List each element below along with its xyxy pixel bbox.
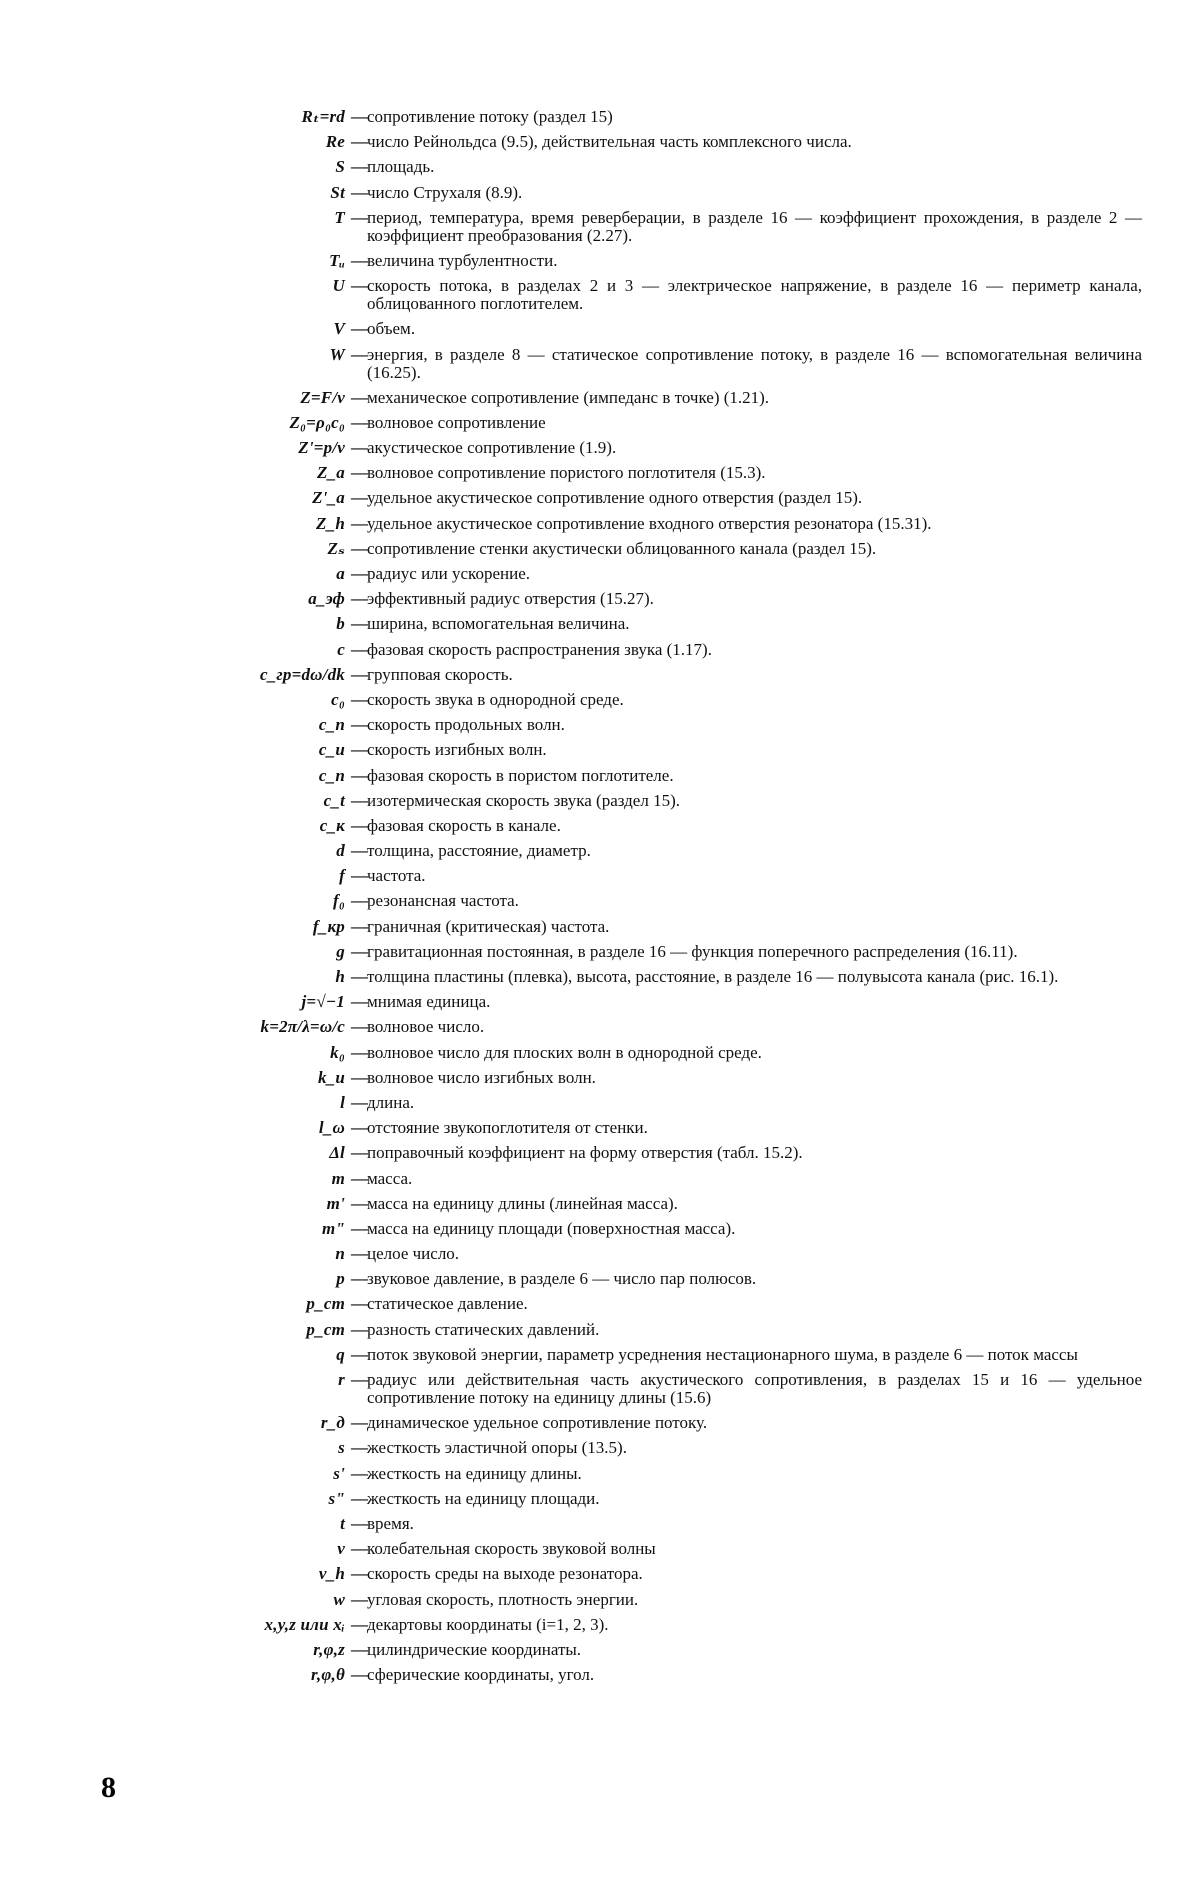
entry-dash: — bbox=[351, 1564, 368, 1584]
entry-description: время. bbox=[367, 1513, 414, 1533]
symbol-entry bbox=[0, 641, 1200, 659]
symbol-entry bbox=[0, 741, 1200, 759]
entry-description: сопротивление потоку (раздел 15) bbox=[367, 107, 613, 126]
entry-description: ширина, вспомогательная величина. bbox=[367, 614, 630, 634]
entry-description: масса. bbox=[367, 1168, 413, 1188]
symbol-entry bbox=[0, 389, 1200, 407]
symbol-entry bbox=[0, 842, 1200, 860]
symbol-entry bbox=[0, 1666, 1200, 1684]
entry-description: резонансная частота. bbox=[367, 891, 519, 911]
entry-symbol: p_ст bbox=[306, 1294, 345, 1314]
entry-dash: — bbox=[351, 941, 368, 961]
symbol-entry bbox=[0, 1245, 1200, 1263]
entry-symbol: W bbox=[329, 344, 345, 364]
symbol-entry bbox=[0, 540, 1200, 558]
entry-description: период, температура, время реверберации, в разделе 16 — коэффициент прохождения, в разделе 2 — коэффициент преобразования (2.27). bbox=[367, 207, 1142, 245]
entry-symbol: m" bbox=[321, 1218, 345, 1238]
entry-dash: — bbox=[351, 715, 368, 735]
entry-dash: — bbox=[351, 182, 368, 202]
symbol-entry bbox=[0, 1490, 1200, 1508]
entry-description: скорость продольных волн. bbox=[367, 715, 565, 735]
entry-description: механическое сопротивление (импеданс в точке) (1.21). bbox=[367, 387, 770, 407]
entry-dash: — bbox=[351, 1513, 368, 1533]
entry-description: длина. bbox=[367, 1092, 415, 1112]
symbol-entry bbox=[0, 252, 1200, 270]
entry-symbol: s bbox=[338, 1438, 345, 1458]
symbol-entry bbox=[0, 1094, 1200, 1112]
entry-description: звуковое давление, в разделе 6 — число пар полюсов. bbox=[367, 1269, 757, 1289]
entry-symbol: b bbox=[336, 614, 345, 634]
entry-symbol: c_п bbox=[318, 765, 345, 785]
symbol-entry bbox=[0, 320, 1200, 338]
entry-dash: — bbox=[351, 1413, 368, 1433]
entry-dash: — bbox=[351, 1092, 368, 1112]
entry-description: поток звуковой энергии, параметр усреднения нестационарного шума, в разделе 6 — поток массы bbox=[367, 1344, 1078, 1364]
entry-description: сферические координаты, угол. bbox=[367, 1665, 595, 1685]
entry-description: жесткость на единицу площади. bbox=[367, 1488, 600, 1508]
symbol-entry bbox=[0, 277, 1200, 313]
entry-description: фазовая скорость распространения звука (1.17). bbox=[367, 639, 712, 659]
entry-description: групповая скорость. bbox=[367, 664, 513, 684]
entry-symbol: r_д bbox=[320, 1413, 345, 1433]
symbol-entry bbox=[0, 1591, 1200, 1609]
entry-symbol: s" bbox=[328, 1488, 345, 1508]
symbol-entry bbox=[0, 590, 1200, 608]
entry-description: сопротивление стенки акустически облицованного канала (раздел 15). bbox=[367, 538, 877, 558]
entry-description: радиус или ускорение. bbox=[367, 564, 530, 583]
entry-symbol: k=2π/λ=ω/c bbox=[260, 1017, 345, 1037]
entry-dash: — bbox=[351, 1118, 368, 1138]
entry-symbol: r bbox=[338, 1370, 345, 1389]
symbol-entry bbox=[0, 892, 1200, 910]
symbol-entry bbox=[0, 1144, 1200, 1162]
entry-description: удельное акустическое сопротивление входного отверстия резонатора (15.31). bbox=[367, 513, 932, 533]
entry-symbol: a bbox=[336, 564, 345, 583]
entry-dash: — bbox=[351, 1539, 368, 1559]
entry-dash: — bbox=[351, 1319, 368, 1339]
entry-symbol: m bbox=[331, 1168, 345, 1188]
entry-symbol: j=√−1 bbox=[301, 992, 345, 1012]
entry-dash: — bbox=[351, 1193, 368, 1213]
entry-symbol: f_кр bbox=[312, 916, 345, 936]
entry-dash: — bbox=[351, 1463, 368, 1483]
entry-description: скорость звука в однородной среде. bbox=[367, 689, 624, 709]
entry-dash: — bbox=[351, 564, 368, 583]
entry-dash: — bbox=[351, 107, 368, 126]
symbol-entry bbox=[0, 1321, 1200, 1339]
entry-description: скорость изгибных волн. bbox=[367, 740, 547, 760]
entry-symbol: f₀ bbox=[333, 891, 345, 911]
entry-dash: — bbox=[351, 866, 368, 886]
entry-dash: — bbox=[351, 1344, 368, 1364]
entry-description: эффективный радиус отверстия (15.27). bbox=[367, 589, 654, 609]
entry-description: жесткость эластичной опоры (13.5). bbox=[367, 1438, 627, 1458]
entry-description: толщина пластины (плевка), высота, расстояние, в разделе 16 — полувысота канала (рис. 16.1). bbox=[367, 967, 1059, 986]
entry-dash: — bbox=[351, 250, 368, 270]
entry-description: угловая скорость, плотность энергии. bbox=[367, 1589, 639, 1609]
entry-description: объем. bbox=[367, 319, 416, 339]
entry-symbol: v_h bbox=[318, 1564, 345, 1584]
entry-dash: — bbox=[351, 463, 368, 483]
entry-symbol: Δl bbox=[329, 1143, 345, 1163]
symbol-entry bbox=[0, 817, 1200, 835]
entry-symbol: l_ω bbox=[318, 1118, 345, 1138]
entry-symbol: s' bbox=[333, 1463, 345, 1483]
entry-description: декартовы координаты (i=1, 2, 3). bbox=[367, 1614, 609, 1634]
entry-description: поправочный коэффициент на форму отверстия (табл. 15.2). bbox=[367, 1143, 803, 1163]
entry-description: разность статических давлений. bbox=[367, 1319, 600, 1339]
entry-symbol: a_эф bbox=[308, 589, 345, 609]
symbol-entry bbox=[0, 1270, 1200, 1288]
entry-symbol: r,φ,z bbox=[313, 1639, 345, 1659]
entry-symbol: p_ст bbox=[306, 1319, 345, 1339]
entry-symbol: l bbox=[340, 1092, 345, 1112]
symbol-entry bbox=[0, 968, 1200, 986]
entry-dash: — bbox=[351, 589, 368, 609]
entry-symbol: f bbox=[339, 866, 345, 886]
symbol-entry bbox=[0, 1641, 1200, 1659]
symbol-entry bbox=[0, 666, 1200, 684]
entry-description: число Рейнольдса (9.5), действительная часть комплексного числа. bbox=[367, 132, 852, 152]
symbol-entry bbox=[0, 716, 1200, 734]
entry-dash: — bbox=[351, 1218, 368, 1238]
symbol-entry bbox=[0, 209, 1200, 245]
entry-dash: — bbox=[351, 992, 368, 1012]
symbol-entry bbox=[0, 489, 1200, 507]
entry-dash: — bbox=[351, 664, 368, 684]
symbol-entry bbox=[0, 1515, 1200, 1533]
symbol-entry bbox=[0, 515, 1200, 533]
entry-description: масса на единицу площади (поверхностная масса). bbox=[367, 1218, 736, 1238]
entry-symbol: Z'=p/v bbox=[298, 438, 345, 458]
symbol-entry bbox=[0, 1540, 1200, 1558]
symbol-entry bbox=[0, 158, 1200, 176]
symbol-entry bbox=[0, 108, 1200, 126]
symbol-entry bbox=[0, 1346, 1200, 1364]
entry-description: волновое число для плоских волн в однородной среде. bbox=[367, 1042, 762, 1062]
entry-symbol: Tᵤ bbox=[329, 250, 345, 270]
entry-symbol: Z=F/v bbox=[300, 387, 345, 407]
symbol-entry bbox=[0, 1371, 1200, 1407]
entry-dash: — bbox=[351, 513, 368, 533]
entry-description: жесткость на единицу длины. bbox=[367, 1463, 582, 1483]
entry-dash: — bbox=[351, 1244, 368, 1264]
entry-description: волновое число. bbox=[367, 1017, 485, 1037]
entry-symbol: m' bbox=[326, 1193, 345, 1213]
entry-dash: — bbox=[351, 1639, 368, 1659]
symbol-entry bbox=[0, 439, 1200, 457]
entry-dash: — bbox=[351, 276, 368, 296]
entry-description: акустическое сопротивление (1.9). bbox=[367, 438, 617, 458]
entry-dash: — bbox=[351, 1488, 368, 1508]
entry-dash: — bbox=[351, 1269, 368, 1289]
entry-symbol: x,y,z или xᵢ bbox=[264, 1614, 345, 1634]
entry-dash: — bbox=[351, 1438, 368, 1458]
entry-description: фазовая скорость в канале. bbox=[367, 815, 561, 835]
entry-description: скорость среды на выходе резонатора. bbox=[367, 1564, 643, 1584]
entry-dash: — bbox=[351, 344, 368, 364]
symbol-entry bbox=[0, 1565, 1200, 1583]
symbol-entry bbox=[0, 1465, 1200, 1483]
entry-dash: — bbox=[351, 1614, 368, 1634]
entry-dash: — bbox=[351, 1143, 368, 1163]
entry-description: волновое сопротивление bbox=[367, 412, 546, 432]
entry-description: энергия, в разделе 8 — статическое сопротивление потоку, в разделе 16 — вспомогательная величина (16.25). bbox=[367, 344, 1142, 382]
symbol-entry bbox=[0, 1018, 1200, 1036]
entry-symbol: k_и bbox=[317, 1067, 345, 1087]
entry-symbol: c₀ bbox=[331, 689, 345, 709]
entry-symbol: c_гр=dω/dk bbox=[259, 664, 345, 684]
entry-symbol: r,φ,θ bbox=[311, 1665, 345, 1685]
entry-dash: — bbox=[351, 689, 368, 709]
symbol-entry bbox=[0, 1414, 1200, 1432]
symbol-entry bbox=[0, 792, 1200, 810]
entry-description: величина турбулентности. bbox=[367, 250, 558, 270]
symbol-entry bbox=[0, 1439, 1200, 1457]
entry-dash: — bbox=[351, 538, 368, 558]
symbol-entry bbox=[0, 1220, 1200, 1238]
entry-description: толщина, расстояние, диаметр. bbox=[367, 841, 591, 861]
entry-symbol: St bbox=[330, 182, 345, 202]
entry-dash: — bbox=[351, 967, 368, 986]
symbol-entry bbox=[0, 565, 1200, 583]
entry-description: отстояние звукопоглотителя от стенки. bbox=[367, 1118, 648, 1138]
entry-dash: — bbox=[351, 639, 368, 659]
entry-description: скорость потока, в разделах 2 и 3 — электрическое напряжение, в разделе 16 — периметр канала, облицованного поглотителем. bbox=[367, 276, 1142, 314]
entry-description: площадь. bbox=[367, 157, 435, 177]
entry-symbol: t bbox=[340, 1513, 345, 1533]
entry-dash: — bbox=[351, 841, 368, 861]
entry-dash: — bbox=[351, 891, 368, 911]
entry-symbol: c bbox=[337, 639, 345, 659]
entry-dash: — bbox=[351, 916, 368, 936]
symbol-entry bbox=[0, 464, 1200, 482]
entry-dash: — bbox=[351, 387, 368, 407]
entry-description: гравитационная постоянная, в разделе 16 — функция поперечного распределения (16.11). bbox=[367, 941, 1018, 961]
entry-symbol: U bbox=[332, 276, 345, 296]
entry-symbol: h bbox=[335, 967, 345, 986]
entry-symbol: Zₛ bbox=[327, 538, 345, 558]
symbol-entry bbox=[0, 993, 1200, 1011]
entry-description: динамическое удельное сопротивление потоку. bbox=[367, 1413, 708, 1433]
entry-description: колебательная скорость звуковой волны bbox=[367, 1539, 656, 1559]
entry-description: цилиндрические координаты. bbox=[367, 1639, 582, 1659]
entry-dash: — bbox=[351, 412, 368, 432]
page-number: 8 bbox=[101, 1771, 116, 1804]
entry-dash: — bbox=[351, 132, 368, 152]
entry-description: волновое число изгибных волн. bbox=[367, 1067, 596, 1087]
entry-dash: — bbox=[351, 488, 368, 508]
entry-description: частота. bbox=[367, 866, 426, 886]
entry-symbol: Z_a bbox=[317, 463, 345, 483]
symbol-entry bbox=[0, 133, 1200, 151]
entry-description: масса на единицу длины (линейная масса). bbox=[367, 1193, 678, 1213]
entry-symbol: Rₜ=rd bbox=[301, 107, 345, 126]
entry-symbol: Re bbox=[325, 132, 345, 152]
entry-symbol: c_п bbox=[318, 715, 345, 735]
entry-dash: — bbox=[351, 1589, 368, 1609]
symbol-entry bbox=[0, 867, 1200, 885]
entry-symbol: v bbox=[337, 1539, 345, 1559]
entry-symbol: q bbox=[336, 1344, 345, 1364]
entry-symbol: c_и bbox=[318, 740, 345, 760]
symbol-entry bbox=[0, 1295, 1200, 1313]
entry-description: мнимая единица. bbox=[367, 992, 491, 1012]
entry-dash: — bbox=[351, 319, 368, 339]
entry-dash: — bbox=[351, 740, 368, 760]
entry-symbol: p bbox=[336, 1269, 345, 1289]
entry-description: волновое сопротивление пористого поглотителя (15.3). bbox=[367, 463, 766, 483]
entry-dash: — bbox=[351, 157, 368, 177]
symbol-list bbox=[0, 108, 1200, 1691]
symbol-entry bbox=[0, 414, 1200, 432]
entry-dash: — bbox=[351, 790, 368, 810]
entry-symbol: Z_h bbox=[316, 513, 345, 533]
entry-dash: — bbox=[351, 1665, 368, 1685]
symbol-entry bbox=[0, 943, 1200, 961]
entry-symbol: c_t bbox=[323, 790, 345, 810]
entry-symbol: w bbox=[333, 1589, 345, 1609]
symbol-entry bbox=[0, 918, 1200, 936]
entry-description: изотермическая скорость звука (раздел 15). bbox=[367, 790, 680, 810]
entry-description: статическое давление. bbox=[367, 1294, 528, 1314]
symbol-entry bbox=[0, 184, 1200, 202]
entry-description: радиус или действительная часть акустического сопротивления, в разделах 15 и 16 — удельное сопротивление потоку на единицу длины (15.6) bbox=[367, 1370, 1142, 1407]
entry-dash: — bbox=[351, 614, 368, 634]
entry-description: число Струхаля (8.9). bbox=[367, 182, 523, 202]
entry-dash: — bbox=[351, 1067, 368, 1087]
symbol-entry bbox=[0, 346, 1200, 382]
entry-symbol: c_к bbox=[319, 815, 345, 835]
symbol-entry bbox=[0, 1170, 1200, 1188]
entry-dash: — bbox=[351, 438, 368, 458]
symbol-entry bbox=[0, 691, 1200, 709]
entry-dash: — bbox=[351, 207, 368, 227]
entry-description: удельное акустическое сопротивление одного отверстия (раздел 15). bbox=[367, 488, 863, 508]
symbol-entry bbox=[0, 1195, 1200, 1213]
symbol-entry bbox=[0, 1044, 1200, 1062]
entry-symbol: V bbox=[333, 319, 345, 339]
entry-symbol: g bbox=[336, 941, 345, 961]
entry-dash: — bbox=[351, 1017, 368, 1037]
entry-dash: — bbox=[351, 815, 368, 835]
entry-description: целое число. bbox=[367, 1244, 460, 1264]
entry-symbol: d bbox=[336, 841, 345, 861]
entry-description: фазовая скорость в пористом поглотителе. bbox=[367, 765, 674, 785]
entry-dash: — bbox=[351, 765, 368, 785]
entry-dash: — bbox=[351, 1294, 368, 1314]
entry-symbol: Z₀=ρ₀c₀ bbox=[289, 412, 345, 432]
symbol-entry bbox=[0, 767, 1200, 785]
entry-symbol: Z'_a bbox=[312, 488, 345, 508]
entry-dash: — bbox=[351, 1370, 368, 1389]
symbol-entry bbox=[0, 1119, 1200, 1137]
entry-symbol: S bbox=[335, 157, 345, 177]
entry-dash: — bbox=[351, 1042, 368, 1062]
entry-symbol: k₀ bbox=[330, 1042, 345, 1062]
entry-description: граничная (критическая) частота. bbox=[367, 916, 610, 936]
symbol-entry bbox=[0, 1616, 1200, 1634]
entry-symbol: T bbox=[334, 207, 345, 227]
symbol-entry bbox=[0, 615, 1200, 633]
entry-dash: — bbox=[351, 1168, 368, 1188]
symbol-entry bbox=[0, 1069, 1200, 1087]
entry-symbol: n bbox=[335, 1244, 345, 1264]
